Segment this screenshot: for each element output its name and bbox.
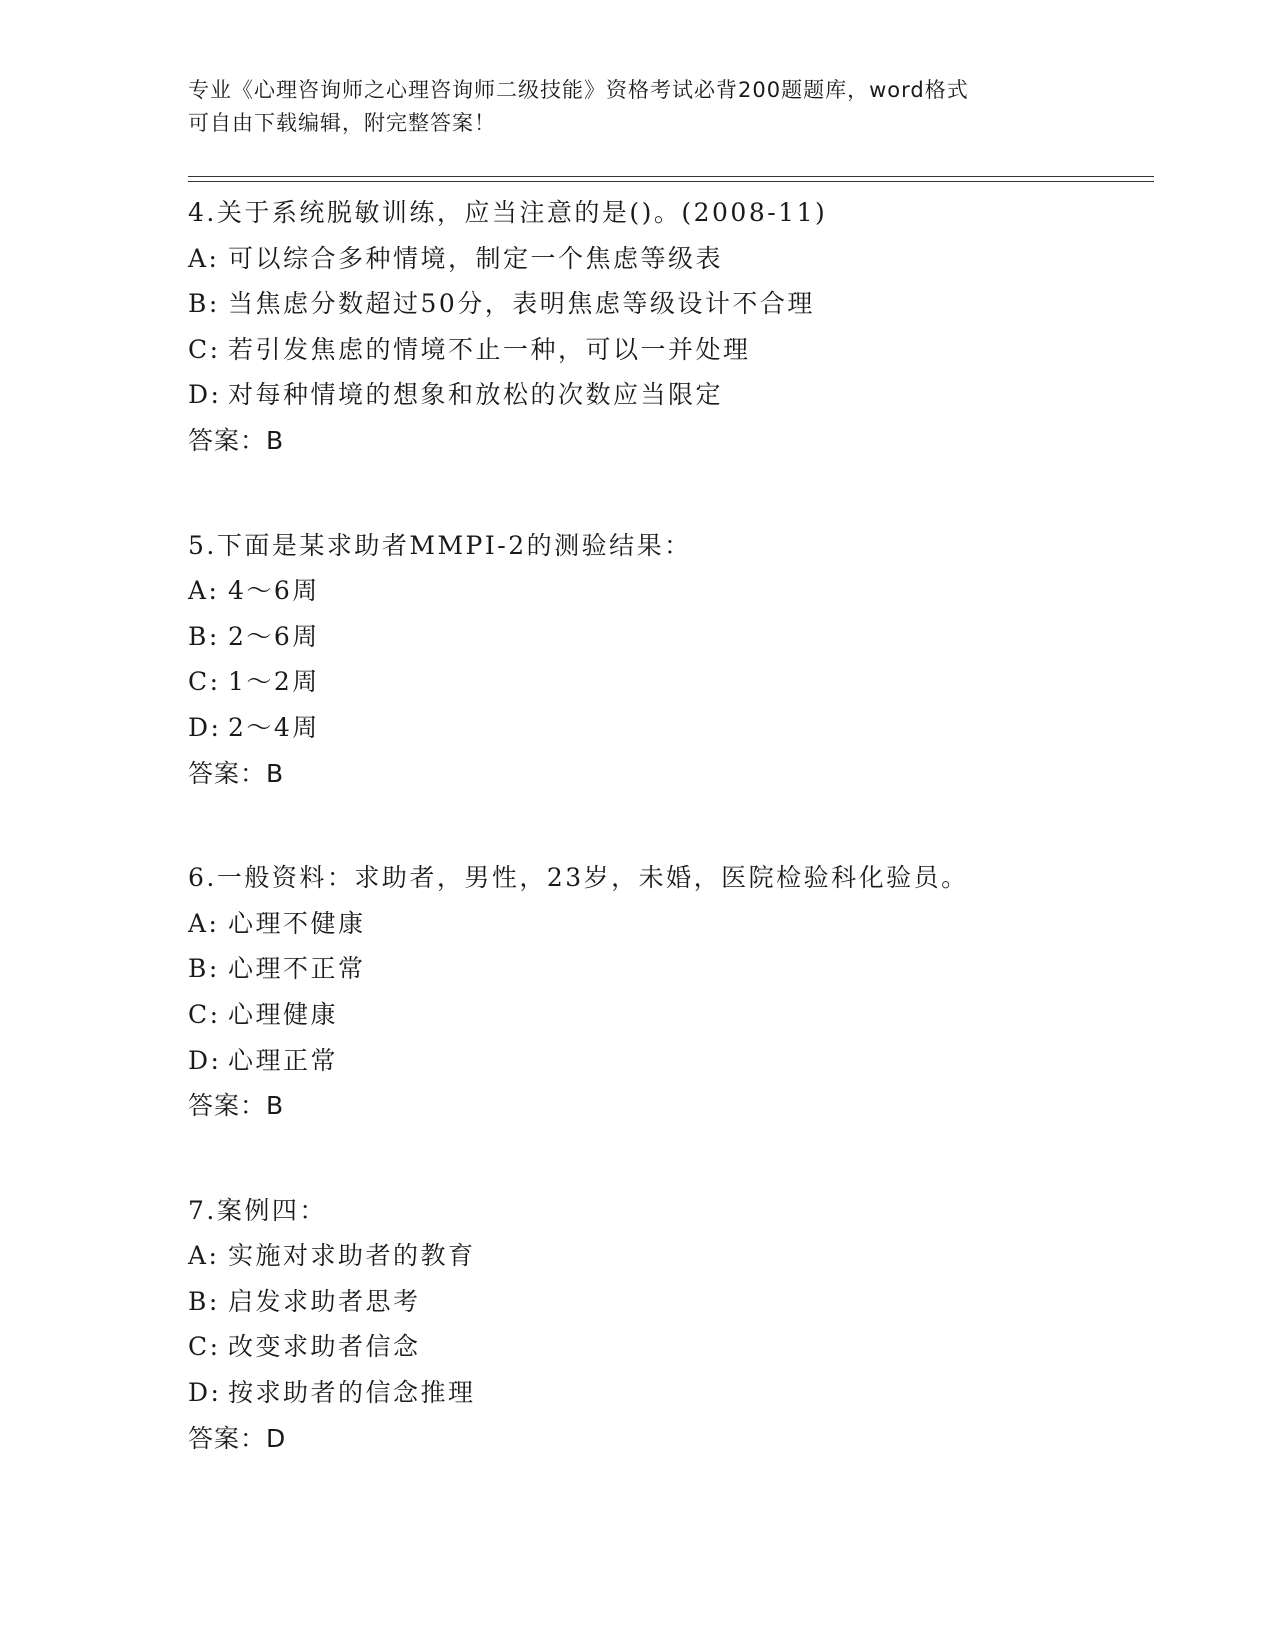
option-text: 实施对求助者的教育: [228, 1241, 476, 1271]
option-label: B:: [188, 1286, 220, 1316]
option-text: 若引发焦虑的情境不止一种，可以一并处理: [228, 334, 751, 364]
option-text: 当焦虑分数超过50分，表明焦虑等级设计不合理: [228, 289, 815, 319]
option-a: [188, 568, 1148, 614]
option-label: C:: [188, 334, 221, 364]
option-c: [188, 659, 1148, 705]
answer-line: 答案：B: [188, 758, 285, 788]
answer-line: 答案：B: [188, 1091, 285, 1121]
option-text: 可以综合多种情境，制定一个焦虑等级表: [228, 243, 724, 273]
option-b: [188, 946, 1148, 992]
option-label: A:: [188, 908, 220, 938]
option-c: [188, 327, 1148, 373]
option-label: B:: [188, 621, 220, 651]
option-d: [188, 1038, 1148, 1084]
option-text: 4～6周: [228, 576, 320, 606]
option-b: [188, 614, 1148, 660]
header-line-1: 专业《心理咨询师之心理咨询师二级技能》资格考试必背200题题库，word格式: [188, 78, 969, 102]
question-5: [188, 523, 1148, 797]
option-a: [188, 901, 1148, 947]
option-text: 按求助者的信念推理: [228, 1378, 476, 1408]
option-label: D:: [188, 712, 222, 742]
option-text: 心理不正常: [228, 954, 366, 984]
option-a: [188, 236, 1148, 282]
option-label: D:: [188, 1378, 222, 1408]
option-text: 改变求助者信念: [228, 1332, 421, 1362]
option-text: 心理健康: [228, 999, 339, 1029]
option-text: 对每种情境的想象和放松的次数应当限定: [228, 380, 724, 410]
option-text: 2～6周: [228, 621, 320, 651]
option-a: [188, 1233, 1148, 1279]
option-text: 心理不健康: [228, 908, 366, 938]
header-rule-top: [188, 176, 1154, 177]
question-stem: 6.一般资料：求助者，男性，23岁，未婚，医院检验科化验员。: [188, 863, 969, 893]
question-7: [188, 1188, 1148, 1462]
option-b: [188, 281, 1148, 327]
option-c: [188, 992, 1148, 1038]
option-d: [188, 1370, 1148, 1416]
document-header: [188, 74, 1068, 140]
question-stem: 7.案例四：: [188, 1195, 327, 1225]
option-label: C:: [188, 667, 221, 697]
question-stem: 5.下面是某求助者MMPI-2的测验结果：: [188, 530, 692, 560]
option-label: A:: [188, 243, 220, 273]
question-stem: 4.关于系统脱敏训练，应当注意的是()。(2008-11): [188, 198, 828, 227]
option-text: 2～4周: [228, 712, 320, 742]
question-4: [188, 190, 1148, 464]
question-list: [188, 190, 1148, 1520]
option-text: 1～2周: [228, 667, 320, 697]
option-label: B:: [188, 289, 220, 319]
header-line-2: 可自由下载编辑，附完整答案！: [188, 111, 496, 135]
option-d: [188, 705, 1148, 751]
option-label: D:: [188, 1045, 222, 1075]
option-label: A:: [188, 1241, 220, 1271]
option-d: [188, 372, 1148, 418]
option-label: C:: [188, 999, 221, 1029]
option-label: B:: [188, 954, 220, 984]
option-text: 启发求助者思考: [228, 1286, 421, 1316]
answer-line: 答案：D: [188, 1423, 287, 1453]
option-label: A:: [188, 576, 220, 606]
option-c: [188, 1324, 1148, 1370]
question-6: [188, 855, 1148, 1129]
option-text: 心理正常: [228, 1045, 339, 1075]
option-label: D:: [188, 380, 222, 410]
option-label: C:: [188, 1332, 221, 1362]
header-rule-bottom: [188, 181, 1154, 182]
answer-line: 答案：B: [188, 425, 285, 455]
option-b: [188, 1279, 1148, 1325]
